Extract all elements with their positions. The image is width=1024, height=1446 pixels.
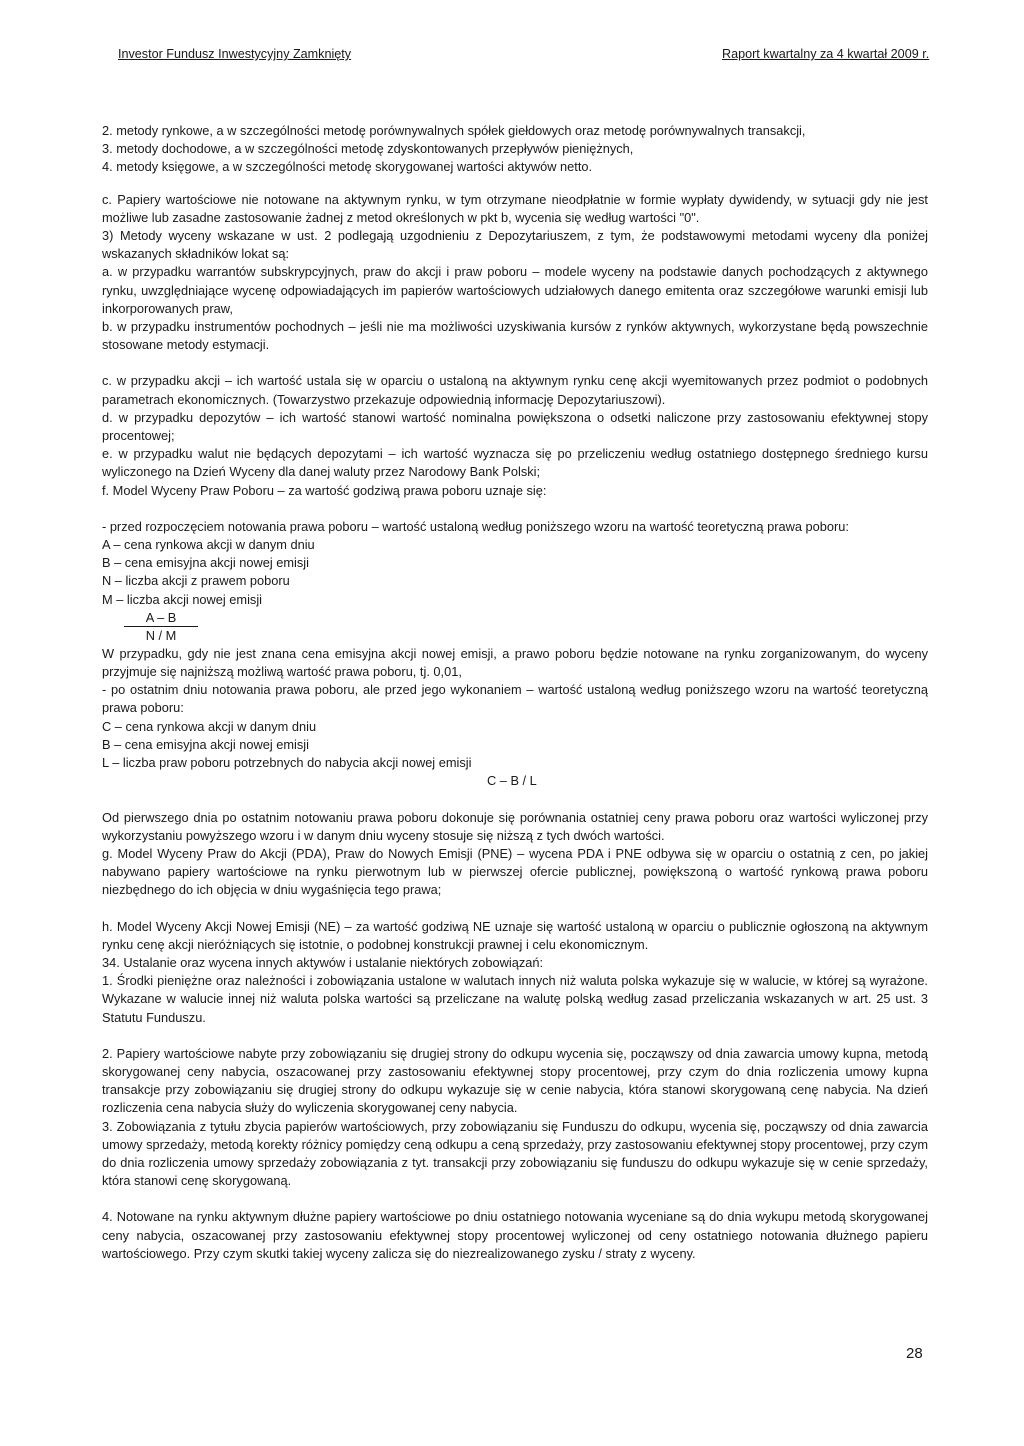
document-body	[102, 122, 928, 1263]
paragraph-g-pda-pne: g. Model Wyceny Praw do Akcji (PDA), Praw do Nowych Emisji (PNE) – wycena PDA i PNE odbywa się w oparciu o ostatnią z cen, po jakiej nabywano papiery wartościowe na rynku pierwotnym lub w pierwszej ofercie publicznej, powiększoną o wartość rynkową prawa poboru niezbędnego do ich objęcia w dniu wygaśnięcia tego prawa;	[102, 845, 928, 898]
paragraph-34-4-debt: 4. Notowane na rynku aktywnym dłużne papiery wartościowe po dniu ostatniego notowania wyceniane są do dnia wykupu metodą skorygowanej ceny nabycia, oszacowanej przy zastosowaniu efektywnej stopy procentowej wyliczonej od ceny ostatniego notowania dłużnego papieru wartościowego. Przy czym skutki takiej wyceny zalicza się do niezrealizowanego zysku / straty z wyceny.	[102, 1209, 928, 1261]
page-number: 28	[906, 1345, 923, 1362]
paragraph-before-listing: - przed rozpoczęciem notowania prawa poboru – wartość ustaloną według poniższego wzoru na wartość teoretyczną prawa poboru:	[102, 518, 849, 534]
paragraph-f-rights-model: f. Model Wyceny Praw Poboru – za wartość godziwą prawa poboru uznaje się:	[102, 482, 547, 498]
paragraph-unknown-price: W przypadku, gdy nie jest znana cena emisyjna akcji nowej emisji, a prawo poboru będzie notowane na rynku zorganizowanym, do wyceny przyjmuje się najniższą możliwą wartość prawa poboru, tj. 0,01,	[102, 645, 928, 680]
header-fund-name: Investor Fundusz Inwestycyjny Zamknięty	[118, 47, 352, 61]
paragraph-34-1-cash: 1. Środki pieniężne oraz należności i zobowiązania ustalone w walutach innych niż waluta polska wykazuje się w walucie, w której są wyrażone. Wykazane w walucie innej niż waluta polska wartości są przeliczane na walutę polską według zasad przeliczania wskazanych w art. 25 ust. 3 Statutu Funduszu.	[102, 973, 928, 1025]
definition-a: A – cena rynkowa akcji w danym dniu	[102, 537, 315, 553]
paragraph-3-methods: 3) Metody wyceny wskazane w ust. 2 podlegają uzgodnieniu z Depozytariuszem, z tym, że podstawowymi metodami wyceny dla poniżej wskazanych składników lokat są:	[102, 228, 928, 262]
formula-second: C – B / L	[487, 773, 537, 789]
definition-l: L – liczba praw poboru potrzebnych do nabycia akcji nowej emisji	[102, 755, 472, 771]
paragraph-34-3-liabilities: 3. Zobowiązania z tytułu zbycia papierów wartościowych, przy zobowiązaniu się Funduszu do odkupu, wycenia się, począwszy od dnia zawarcia umowy sprzedaży, metodą korekty różnicy pomiędzy ceną odkupu a ceną sprzedaży, przy zastosowaniu efektywnej stopy procentowej, przy czym do dnia rozliczenia umowy sprzedaży zobowiązania z tyt. transakcji przy zobowiązaniu się funduszu do odkupu wykazuje się w cenie sprzedaży, która stanowi cenę skorygowaną.	[102, 1118, 929, 1189]
paragraph-a-warrants: a. w przypadku warrantów subskrypcyjnych, praw do akcji i praw poboru – modele wyceny na podstawie danych pochodzących z aktywnego rynku, uwzględniające wycenę odpowiadających im papierów wartościowych udziałowych danego emitenta oraz szczegółowe warunki emisji lub inkorporowanych praw,	[102, 264, 928, 316]
paragraph-after-listing: - po ostatnim dniu notowania prawa poboru, ale przed jego wykonaniem – wartość ustaloną według poniższego wzoru na wartość teoretyczną prawa poboru:	[102, 682, 928, 716]
method-item-4: 4. metody księgowe, a w szczególności metodę skorygowanej wartości aktywów netto.	[102, 159, 593, 175]
paragraph-h-new-issue: h. Model Wyceny Akcji Nowej Emisji (NE) – za wartość godziwą NE uznaje się wartość ustaloną w oparciu o publicznie ogłoszoną na aktywnym rynku cenę akcji nieróżniących się istotnie, o podobnej konstrukcji prawnej i celu ekonomicznym.	[102, 918, 928, 952]
definition-c: C – cena rynkowa akcji w danym dniu	[102, 718, 317, 734]
paragraph-c-unlisted-securities: c. Papiery wartościowe nie notowane na aktywnym rynku, w tym otrzymane nieodpłatnie w formie wypłaty dywidendy, w sytuacji gdy nie jest możliwe lub zasadne zastosowanie żadnej z metod określonych w pkt b, wycenia się według wartości "0".	[102, 191, 928, 225]
section-34-heading: 34. Ustalanie oraz wycena innych aktywów i ustalanie niektórych zobowiązań:	[102, 954, 544, 970]
definition-b: B – cena emisyjna akcji nowej emisji	[102, 555, 309, 571]
definition-b-2: B – cena emisyjna akcji nowej emisji	[102, 736, 309, 752]
paragraph-e-currencies: e. w przypadku walut nie będących depozytami – ich wartość wyznacza się po przeliczeniu według ostatniego dostępnego średniego kursu wyliczonego na Dzień Wyceny dla danej waluty przez Narodowy Bank Polski;	[102, 446, 928, 480]
paragraph-d-deposits: d. w przypadku depozytów – ich wartość stanowi wartość nominalna powiększona o odsetki naliczone przy zastosowaniu efektywnej stopy procentowej;	[102, 409, 928, 444]
paragraph-34-2-repo: 2. Papiery wartościowe nabyte przy zobowiązaniu się drugiej strony do odkupu wycenia się, począwszy od dnia zawarcia umowy kupna, metodą skorygowanej ceny nabycia, oszacowanej przy zastosowaniu efektywnej stopy procentowej, przy czym do dnia rozliczenia umowy kupna transakcje przy zobowiązaniu się drugiej strony do odkupu wykazuje się w cenie nabycia, która stanowi skorygowaną cenę nabycia. Na dzień rozliczenia cena nabycia służy do wyliczenia skorygowanej ceny nabycia.	[102, 1045, 928, 1116]
method-item-2: 2. metody rynkowe, a w szczególności metodę porównywalnych spółek giełdowych oraz metodę porównywalnych transakcji,	[102, 123, 806, 138]
paragraph-b-derivatives: b. w przypadku instrumentów pochodnych – jeśli nie ma możliwości uzyskiwania kursów z rynków aktywnych, wykorzystane będą powszechnie stosowane metody estymacji.	[102, 319, 928, 353]
paragraph-c-shares: c. w przypadku akcji – ich wartość ustala się w oparciu o ustaloną na aktywnym rynku cenę akcji wyemitowanych przez podmiot o podobnych parametrach ekonomicznych. (Towarzystwo przekazuje odpowiednią informację Depozytariuszowi).	[102, 373, 928, 407]
formula-fraction	[102, 609, 928, 645]
header-report-title: Raport kwartalny za 4 kwartał 2009 r.	[722, 47, 930, 61]
method-item-3: 3. metody dochodowe, a w szczególności metodę zdyskontowanych przepływów pieniężnych,	[102, 141, 634, 157]
formula-numerator: A – B	[124, 609, 198, 627]
definition-m: M – liczba akcji nowej emisji	[102, 591, 263, 607]
paragraph-first-day: Od pierwszego dnia po ostatnim notowaniu prawa poboru dokonuje się porównania ostatniej ceny prawa poboru oraz wartości wyliczonej przy wykorzystaniu powyższego wzoru i w danym dniu wyceny stosuje się niższą z tych dwóch wartości.	[102, 809, 928, 843]
definition-n: N – liczba akcji z prawem poboru	[102, 573, 290, 589]
formula-denominator: N / M	[145, 627, 177, 643]
